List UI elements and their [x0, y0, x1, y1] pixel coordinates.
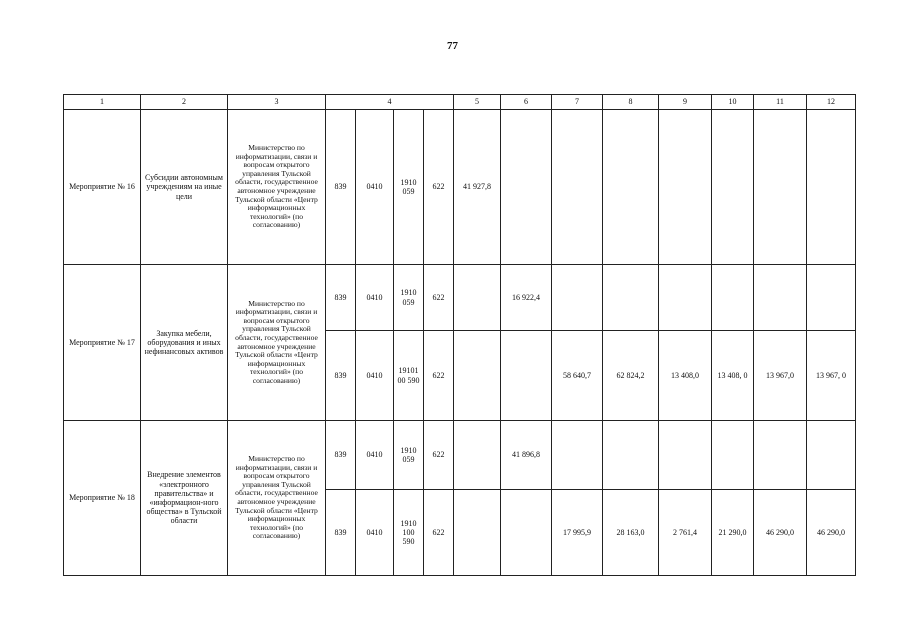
- header-row: [64, 95, 856, 110]
- code-ministry: 839: [326, 265, 356, 331]
- table-row: [64, 265, 856, 331]
- code-target: 1910 059: [394, 110, 424, 265]
- value-col-8: 28 163,0: [603, 490, 659, 576]
- code-ministry: 839: [326, 421, 356, 490]
- code-target: 1910 059: [394, 421, 424, 490]
- value-col-5: [454, 490, 501, 576]
- header-col-4: 4: [326, 95, 454, 110]
- code-section: 0410: [356, 421, 394, 490]
- code-ministry: 839: [326, 490, 356, 576]
- value-col-10: [712, 265, 754, 331]
- header-col-8: 8: [603, 95, 659, 110]
- value-col-7: [552, 421, 603, 490]
- value-col-6: [501, 331, 552, 421]
- event-label: Мероприятие № 18: [64, 421, 141, 576]
- value-col-5: [454, 421, 501, 490]
- budget-table: [63, 94, 856, 576]
- header-col-2: 2: [141, 95, 228, 110]
- code-type: 622: [424, 110, 454, 265]
- value-col-9: [659, 110, 712, 265]
- value-col-12: [807, 110, 856, 265]
- responsible-org: Министерство по информатизации, связи и вопросам открытого управления Тульской области, государственное автономное учреждение Тульской области «Центр информационных технологий» (по согласованию): [228, 265, 326, 421]
- value-col-8: [603, 110, 659, 265]
- header-col-10: 10: [712, 95, 754, 110]
- value-col-12: 13 967, 0: [807, 331, 856, 421]
- value-col-6: 41 896,8: [501, 421, 552, 490]
- value-col-12: [807, 421, 856, 490]
- code-section: 0410: [356, 265, 394, 331]
- event-label: Мероприятие № 16: [64, 110, 141, 265]
- value-col-7: 58 640,7: [552, 331, 603, 421]
- value-col-8: 62 824,2: [603, 331, 659, 421]
- code-ministry: 839: [326, 331, 356, 421]
- value-col-6: 16 922,4: [501, 265, 552, 331]
- value-col-11: 13 967,0: [754, 331, 807, 421]
- value-col-10: 13 408, 0: [712, 331, 754, 421]
- code-section: 0410: [356, 110, 394, 265]
- header-col-1: 1: [64, 95, 141, 110]
- value-col-10: [712, 421, 754, 490]
- value-col-11: [754, 110, 807, 265]
- header-col-9: 9: [659, 95, 712, 110]
- code-target: 1910 100 590: [394, 490, 424, 576]
- header-col-5: 5: [454, 95, 501, 110]
- value-col-10: 21 290,0: [712, 490, 754, 576]
- value-col-7: 17 995,9: [552, 490, 603, 576]
- value-col-9: [659, 265, 712, 331]
- code-ministry: 839: [326, 110, 356, 265]
- code-type: 622: [424, 490, 454, 576]
- value-col-11: [754, 265, 807, 331]
- code-type: 622: [424, 265, 454, 331]
- value-col-12: 46 290,0: [807, 490, 856, 576]
- value-col-10: [712, 110, 754, 265]
- responsible-org: Министерство по информатизации, связи и вопросам открытого управления Тульской области, государственное автономное учреждение Тульской области «Центр информационных технологий» (по согласованию): [228, 110, 326, 265]
- table-row: [64, 421, 856, 490]
- value-col-11: [754, 421, 807, 490]
- code-target: 19101 00 590: [394, 331, 424, 421]
- code-type: 622: [424, 331, 454, 421]
- value-col-9: [659, 421, 712, 490]
- header-col-6: 6: [501, 95, 552, 110]
- event-description: Субсидии автономным учреждениям на иные цели: [141, 110, 228, 265]
- value-col-11: 46 290,0: [754, 490, 807, 576]
- event-description: Внедрение элементов «электронного правительства» и «информацион-ного общества» в Тульской области: [141, 421, 228, 576]
- responsible-org: Министерство по информатизации, связи и вопросам открытого управления Тульской области, государственное автономное учреждение Тульской области «Центр информационных технологий» (по согласованию): [228, 421, 326, 576]
- value-col-12: [807, 265, 856, 331]
- value-col-9: 2 761,4: [659, 490, 712, 576]
- code-type: 622: [424, 421, 454, 490]
- value-col-9: 13 408,0: [659, 331, 712, 421]
- value-col-8: [603, 265, 659, 331]
- header-col-3: 3: [228, 95, 326, 110]
- code-section: 0410: [356, 331, 394, 421]
- code-target: 1910 059: [394, 265, 424, 331]
- value-col-5: [454, 265, 501, 331]
- table-row: [64, 110, 856, 265]
- header-col-7: 7: [552, 95, 603, 110]
- page-number: 77: [447, 40, 458, 52]
- value-col-8: [603, 421, 659, 490]
- value-col-7: [552, 110, 603, 265]
- event-description: Закупка мебели, оборудования и иных нефинансовых активов: [141, 265, 228, 421]
- value-col-6: [501, 110, 552, 265]
- value-col-6: [501, 490, 552, 576]
- value-col-5: 41 927,8: [454, 110, 501, 265]
- value-col-7: [552, 265, 603, 331]
- value-col-5: [454, 331, 501, 421]
- header-col-11: 11: [754, 95, 807, 110]
- code-section: 0410: [356, 490, 394, 576]
- header-col-12: 12: [807, 95, 856, 110]
- event-label: Мероприятие № 17: [64, 265, 141, 421]
